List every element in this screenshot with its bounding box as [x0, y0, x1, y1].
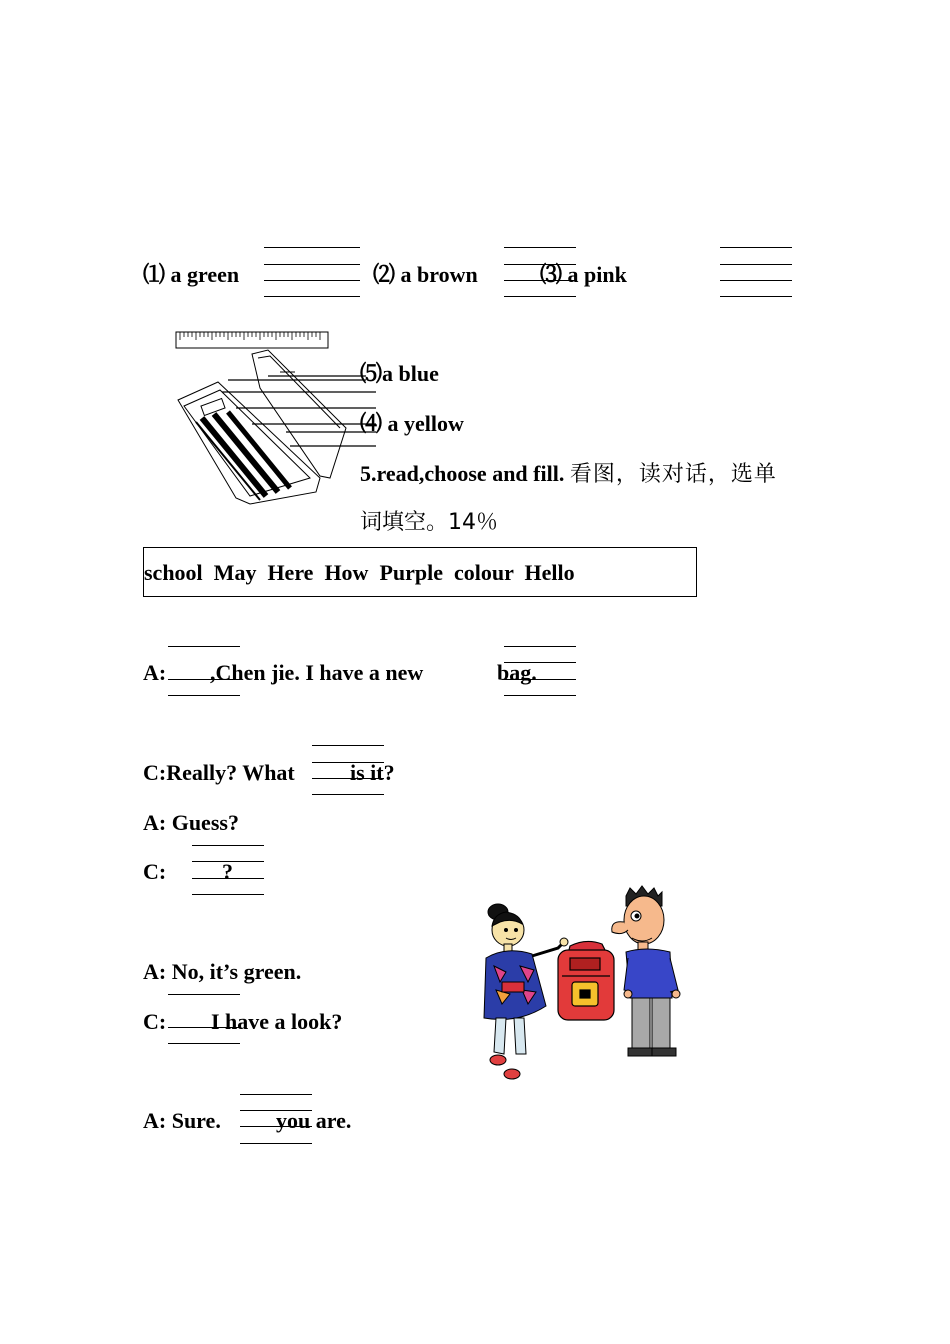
dialogue-a1-end: bag.	[497, 660, 537, 685]
answer-line	[168, 679, 240, 680]
answer-line	[168, 994, 240, 995]
answer-line	[312, 794, 384, 795]
answer-line	[168, 1027, 240, 1028]
answer-line	[240, 1110, 312, 1111]
answer-line	[192, 845, 264, 846]
instruction-cn: 看图，读对话，选单	[569, 462, 777, 487]
pencil-case-illustration	[170, 328, 370, 508]
item-pink: ⑶ a pink	[540, 262, 627, 287]
answer-line	[312, 745, 384, 746]
answer-line	[264, 280, 360, 281]
answer-line	[264, 264, 360, 265]
dialogue-a1-prefix: A:	[143, 660, 167, 685]
answer-line	[504, 679, 576, 680]
dialogue-a2: A: Guess?	[143, 810, 239, 835]
answer-line	[720, 296, 792, 297]
instruction-line-1	[360, 461, 777, 488]
dialogue-c1-end: is it?	[350, 760, 395, 785]
kids-with-bag-illustration	[476, 886, 696, 1086]
answer-line	[192, 861, 264, 862]
answer-line	[240, 1143, 312, 1144]
answer-line	[264, 296, 360, 297]
answer-line	[168, 1043, 240, 1044]
item-yellow: ⑷ a yellow	[360, 411, 464, 436]
answer-line	[168, 695, 240, 696]
instruction-line-2: 词填空。14％	[360, 510, 498, 535]
answer-line	[264, 247, 360, 248]
item-brown: ⑵ a brown	[373, 262, 478, 287]
answer-line	[240, 1094, 312, 1095]
answer-line	[192, 878, 264, 879]
answer-line	[504, 247, 576, 248]
dialogue-c2-prefix: C:	[143, 859, 167, 884]
dialogue-c1-text: C:Really? What	[143, 760, 295, 785]
dialogue-c3-prefix: C:	[143, 1009, 167, 1034]
answer-line	[312, 778, 384, 779]
answer-line	[720, 247, 792, 248]
answer-line	[720, 280, 792, 281]
instruction-en: 5.read,choose and fill.	[360, 461, 565, 486]
item-green: ⑴ a green	[143, 262, 240, 287]
answer-line	[168, 646, 240, 647]
answer-line	[720, 264, 792, 265]
dialogue-a4-prefix: A: Sure.	[143, 1108, 221, 1133]
dialogue-c3-end: I have a look?	[211, 1009, 343, 1034]
answer-line	[240, 1126, 312, 1127]
dialogue-c2-end: ?	[222, 859, 233, 884]
answer-line	[192, 894, 264, 895]
dialogue-a1-text: ,Chen jie. I have a new	[210, 660, 424, 685]
answer-line	[504, 296, 576, 297]
item-blue: ⑸a blue	[360, 361, 439, 386]
dialogue-a4-end: you are.	[276, 1108, 352, 1133]
word-bank: school May Here How Purple colour Hello	[144, 560, 575, 585]
answer-line	[504, 662, 576, 663]
dialogue-a3: A: No, it’s green.	[143, 959, 302, 984]
answer-line	[312, 762, 384, 763]
answer-line	[504, 646, 576, 647]
answer-line	[504, 695, 576, 696]
